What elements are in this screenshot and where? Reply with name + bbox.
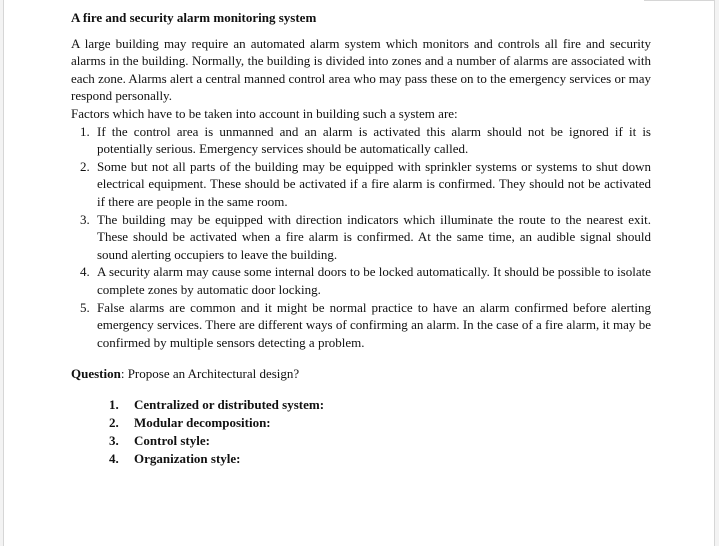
design-item-text: Centralized or distributed system: [134, 396, 325, 412]
design-questions-list [71, 396, 651, 468]
design-item [71, 432, 651, 450]
design-item [71, 396, 651, 414]
design-item-number: 4. [109, 450, 119, 466]
factor-text: Some but not all parts of the building may be equipped with sprinkler systems or systems to shut down electrical equipment. These should be activated if a fire alarm is confirmed. They should not be activated if there are people in the same room. [97, 158, 651, 209]
design-item-number: 1. [109, 396, 119, 412]
factor-number: 3. [80, 211, 90, 227]
document-page [3, 0, 715, 546]
factors-list [71, 123, 651, 352]
factor-item [71, 263, 651, 298]
factor-text: If the control area is unmanned and an alarm is activated this alarm should not be ignored if it is potentially serious. Emergency services should be automatically called. [97, 123, 651, 157]
design-item [71, 450, 651, 468]
design-item-text: Organization style: [134, 450, 241, 466]
question-label: Question [71, 366, 121, 382]
design-item-text: Modular decomposition: [134, 414, 271, 430]
design-item-number: 3. [109, 432, 119, 448]
factor-number: 1. [80, 123, 90, 139]
question-line [71, 365, 651, 383]
page-edge-line [644, 0, 714, 1]
factor-number: 2. [80, 158, 90, 174]
factor-item [71, 211, 651, 264]
factor-text: A security alarm may cause some internal doors to be locked automatically. It should be possible to isolate complete zones by automatic door locking. [97, 264, 651, 297]
factor-text: False alarms are common and it might be normal practice to have an alarm confirmed before alerting emergency services. There are different ways of confirming an alarm. In the case of a fire alarm, it may be confirmed by multiple sensors detecting a problem. [97, 299, 651, 350]
document-content [71, 9, 651, 468]
design-item-number: 2. [109, 414, 119, 430]
factor-item [71, 158, 651, 211]
factor-item [71, 123, 651, 158]
factor-number: 4. [80, 264, 90, 280]
question-text: : Propose an Architectural design? [120, 366, 300, 382]
factor-item [71, 299, 651, 352]
document-title: A fire and security alarm monitoring system [71, 10, 317, 25]
design-item [71, 414, 651, 432]
design-item-text: Control style: [134, 432, 210, 448]
factor-text: The building may be equipped with direction indicators which illuminate the route to the nearest exit. These should be activated when a fire alarm is confirmed. At the same time, an audible signal should sound alerting occupiers to leave the building. [97, 211, 651, 262]
intro-paragraph: A large building may require an automated alarm system which monitors and controls all fire and security alarms in the building. Normally, the building is divided into zones and a number of alarms are associated with each zone. Alarms alert a central manned control area who may pass these on to the emergency services or may respond personally. [71, 35, 651, 104]
factor-number: 5. [80, 299, 90, 315]
factors-heading: Factors which have to be taken into account in building such a system are: [71, 105, 458, 121]
